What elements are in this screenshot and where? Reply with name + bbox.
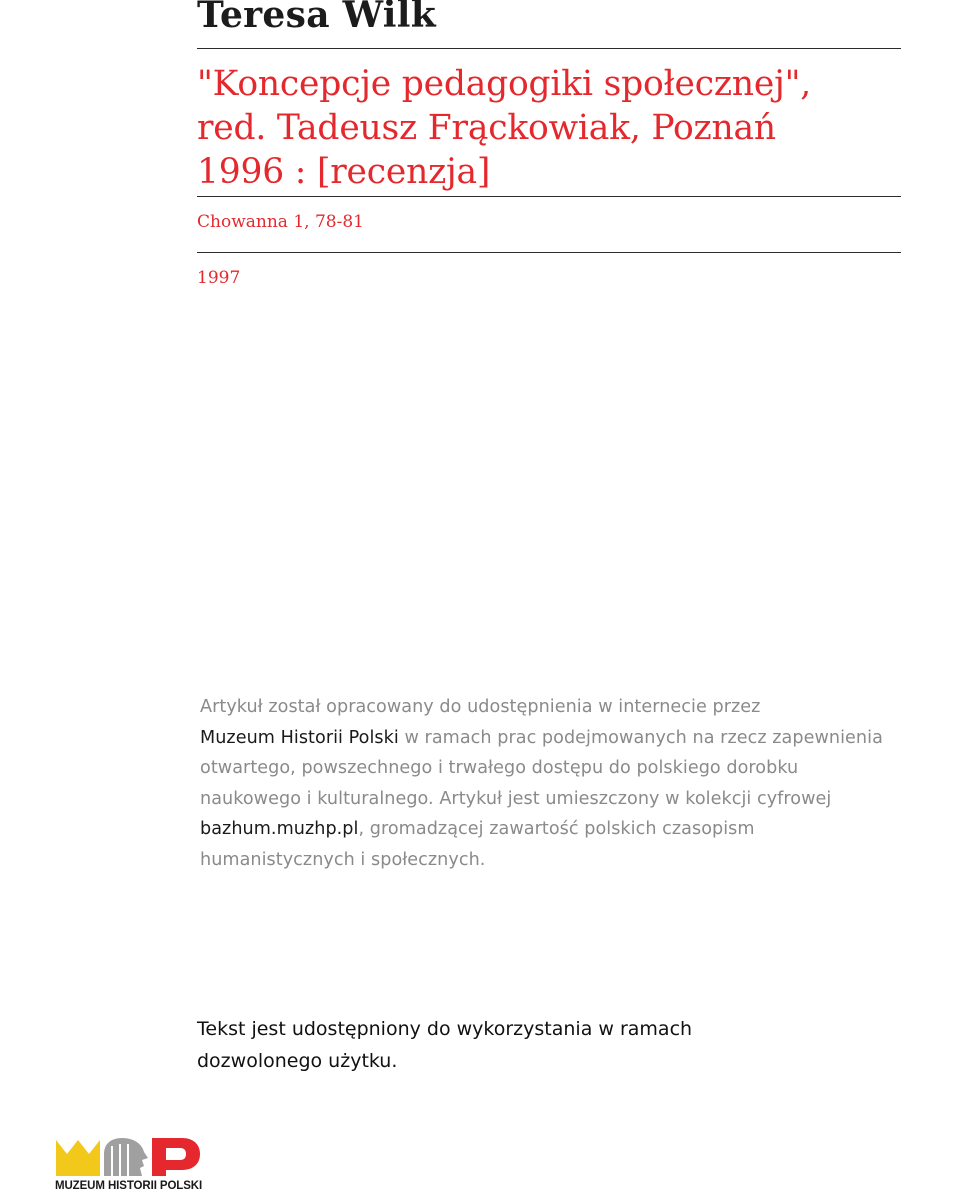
title-line-2: red. Tadeusz Frąckowiak, Poznań [197,108,776,148]
notice-text-1: Artykuł został opracowany do udostępnienia w internecie przez [200,697,761,717]
journal-source: Chowanna 1, 78-81 [197,212,364,232]
title-line-3: 1996 : [recenzja] [197,152,491,192]
notice-text-3: , gromadzącej zawartość polskich czasopism humanistycznych i społecznych. [200,819,755,870]
logo-caption: MUZEUM HISTORII POLSKI [55,1180,203,1192]
availability-notice [200,692,890,875]
notice-text-2: w ramach prac podejmowanych na rzecz zapewnienia otwartego, powszechnego i trwałego dostępu do polskiego dorobku naukowego i kulturalnego. Artykuł jest umieszczony w kolekcji cyfrowej [200,727,883,809]
license-line-1: Tekst jest udostępniony do wykorzystania w ramach [197,1018,693,1040]
divider-bottom [197,252,901,253]
license-line-2: dozwolonego użytku. [197,1050,398,1072]
author-name: Teresa Wilk [197,0,436,36]
collection-link[interactable]: bazhum.muzhp.pl [200,819,359,839]
crown-icon [56,1140,100,1176]
article-title [197,62,897,194]
head-profile-icon [104,1138,148,1176]
title-line-1: "Koncepcje pedagogiki społecznej", [197,64,811,104]
license-notice [197,1013,757,1077]
p-letter-icon [152,1138,200,1176]
museum-name: Muzeum Historii Polski [200,727,399,748]
divider-middle [197,196,901,197]
divider-top [197,48,901,49]
publication-year: 1997 [197,268,241,288]
